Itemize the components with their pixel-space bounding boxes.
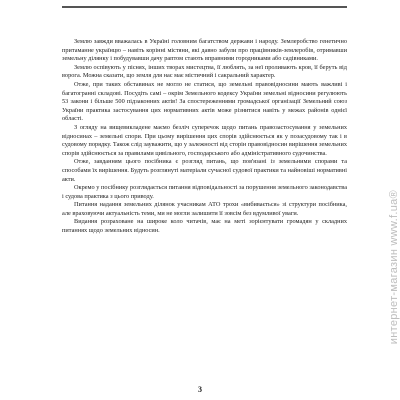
paragraph: Землю завжди вважалась в Україні головним багатством держави і народу. Землеробство генетично притаманне українцю – навіть корінні містяни, які давно забули про працівників-землеробів, отримавши земельну ділянку і побудувавши дачу раптом стають вправними городниками або садівниками.: [62, 38, 347, 63]
paragraph: Землю оспівують у піснях, інших творах мистецтва, її люблять, за неї проливають кров, її беруть від ворога. Можна сказати, що земля для нас має містичний і сакральний характер.: [62, 63, 347, 80]
watermark-text: интернет-магазин www.f.ua®: [388, 190, 400, 345]
paragraph: Окремо у посібнику розглядається питання відповідальності за порушення земельного законодавства і судова практика з цього приводу.: [62, 184, 347, 200]
paragraph: Питання надання земельних ділянок учасникам АТО трохи «вибивається» зі структури посібника, але враховуючи актуальність теми, ми не могли залишити її зовсім без вдумливої уваги.: [62, 201, 347, 217]
paragraph: З огляду на вищевикладене маємо безліч суперечок щодо питань правозастосування у земельних відносинах – земельні спори. При цьому вирішення цих спорів здійснюється як у позасудовому так і в судовому порядку. Також слід зауважити, що у залежності від сторін правовідносин вирішення земельних спорів здійснюється за правилами цивільного, господарського або адміністративного судочинства.: [62, 123, 347, 157]
paragraph: Видання розраховане на широке коло читачів, має на меті зорієнтувати громадян у складних питаннях щодо земельних відносин.: [62, 218, 347, 235]
page-body-text: [62, 38, 347, 236]
page-number: 3: [198, 385, 202, 394]
paragraph: Отже, при таких обставинах не могло не статися, що земельні правовідносини мають важливі і багатогранні складові. Посудіть самі – окрім Земельного кодексу України земельні відносини регулюють 53 закони і більше 500 підзаконних актів! За спостереженнями громадської організації Земельний союз України практика застосування цих нормативних актів може різнитися навіть у межах районів однієї області.: [62, 80, 347, 123]
header-rule: [62, 6, 347, 8]
paragraph: Отже, завданням цього посібника є розгляд питань, що пов'язані із земельними спорами та способами їх вирішення. Будуть розглянуті матеріали сучасної судової практики та найновіші нормативні акти.: [62, 158, 347, 183]
